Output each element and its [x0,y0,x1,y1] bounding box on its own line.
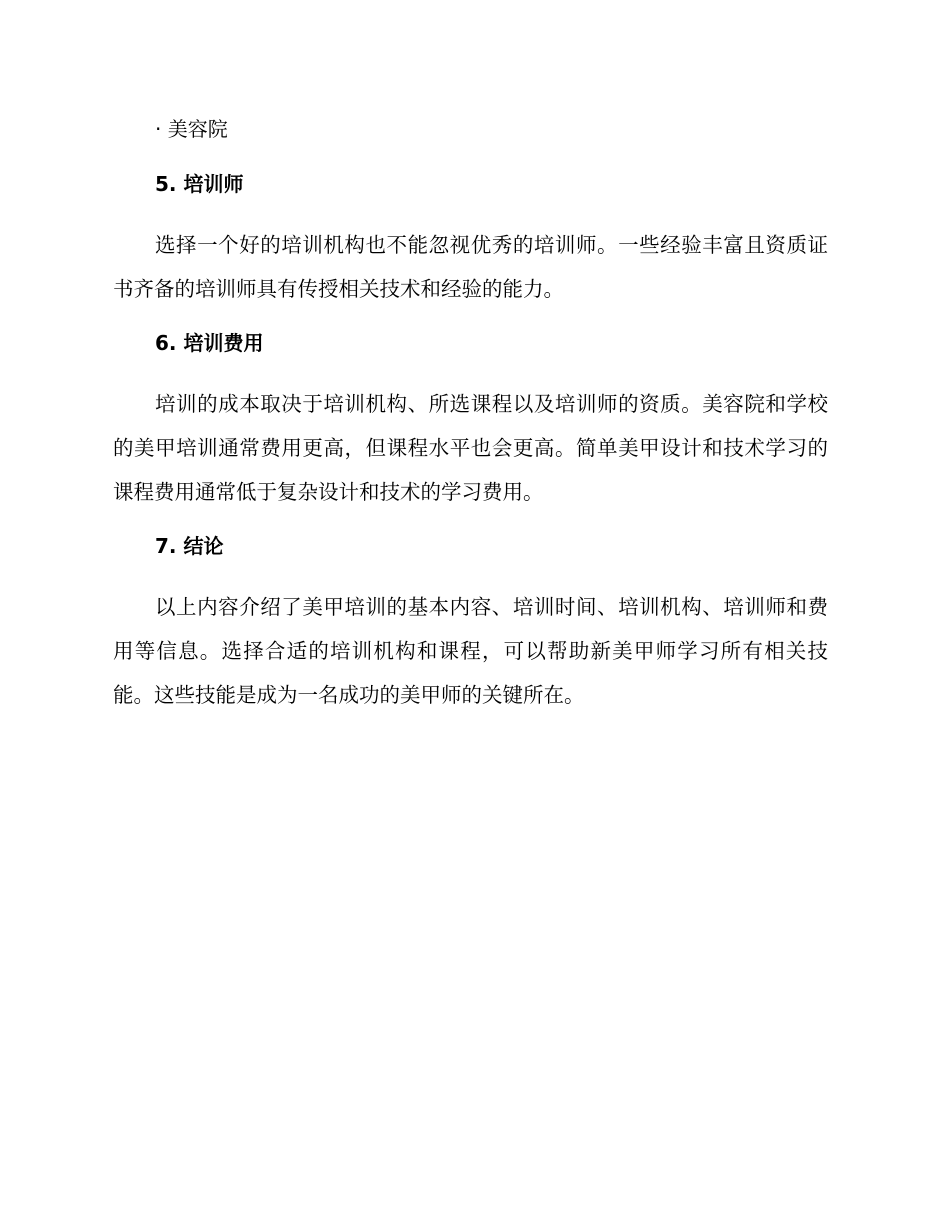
section-heading: 7. 结论 [155,534,224,558]
section-conclusion [113,530,828,717]
bullet-item: · 美容院 [155,117,228,141]
section-fees [113,327,828,514]
section-trainers [113,168,828,311]
section-heading: 6. 培训费用 [155,331,264,355]
section-paragraph: 以上内容介绍了美甲培训的基本内容、培训时间、培训机构、培训师和费用等信息。选择合适的培训机构和课程，可以帮助新美甲师学习所有相关技能。这些技能是成为一名成功的美甲师的关键所在。 [113,595,828,707]
section-heading: 5. 培训师 [155,172,244,196]
section-paragraph: 培训的成本取决于培训机构、所选课程以及培训师的资质。美容院和学校的美甲培训通常费用更高，但课程水平也会更高。简单美甲设计和技术学习的课程费用通常低于复杂设计和技术的学习费用。 [113,392,828,504]
section-paragraph: 选择一个好的培训机构也不能忽视优秀的培训师。一些经验丰富且资质证书齐备的培训师具有传授相关技术和经验的能力。 [113,233,828,301]
